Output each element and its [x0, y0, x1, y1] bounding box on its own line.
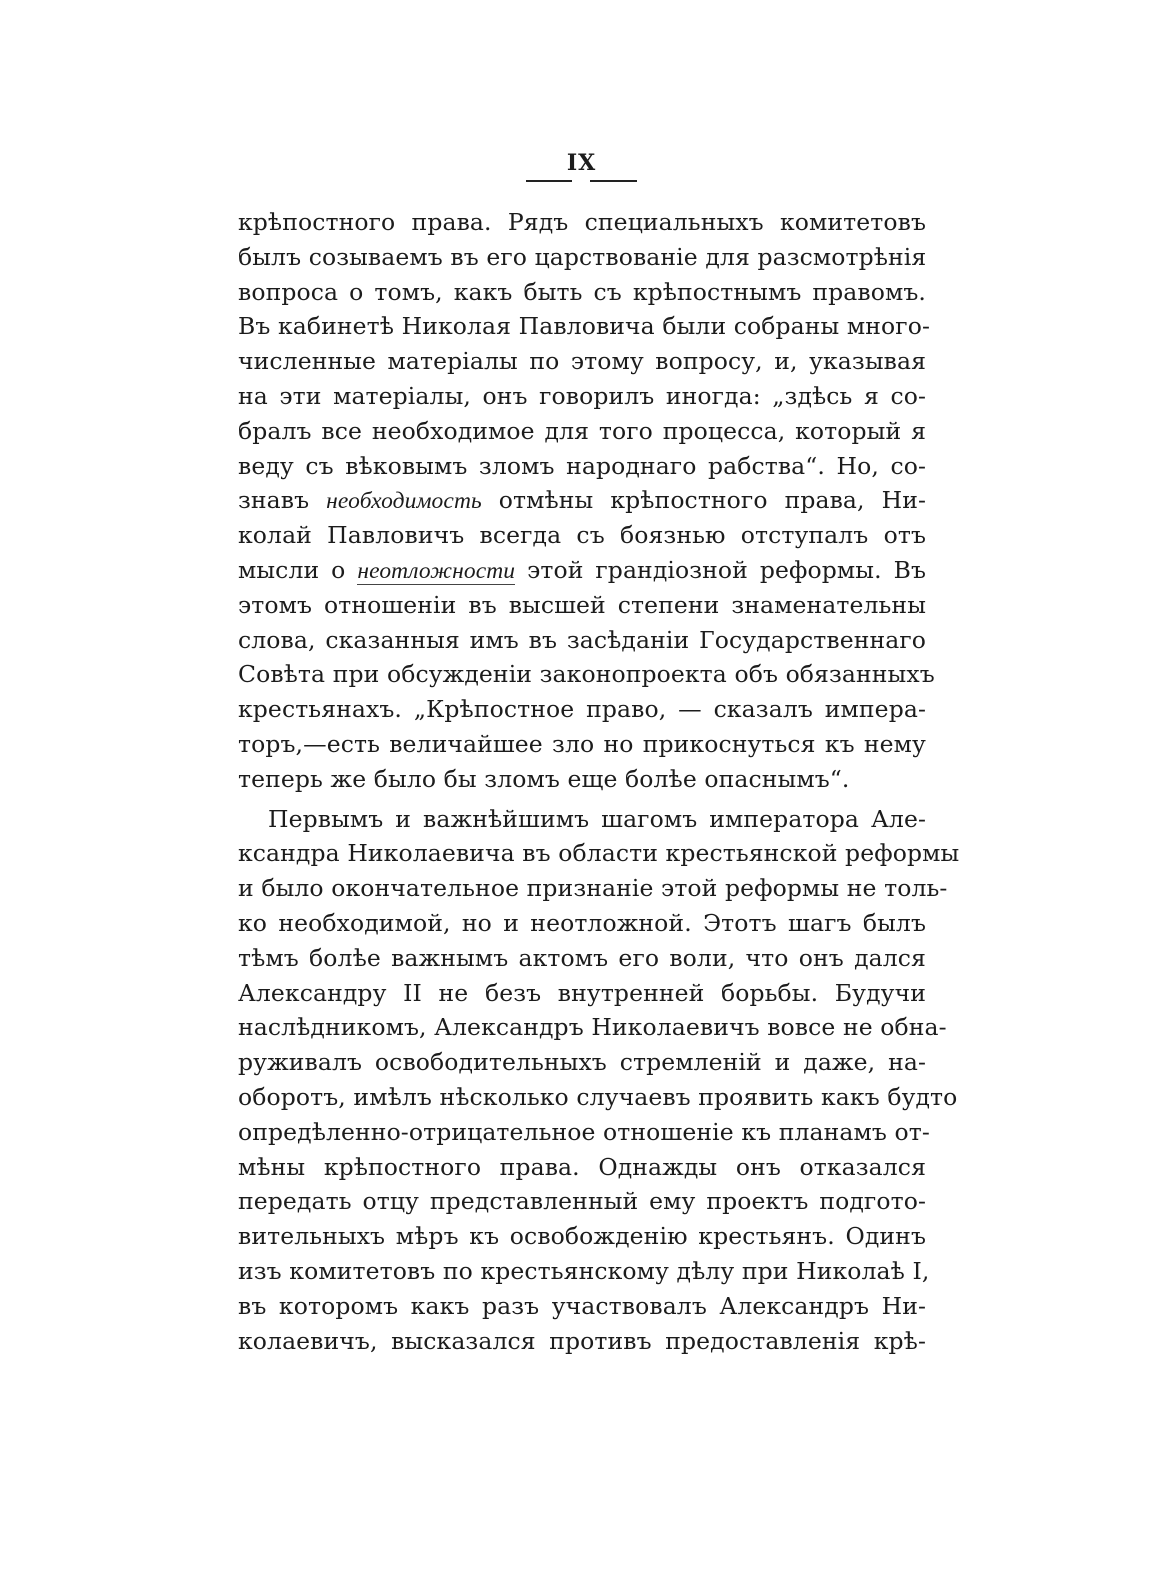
text-span: мысли о — [238, 555, 358, 584]
text-line: опредѣленно-отрицательное отношеніе къ планамъ от- — [238, 1117, 930, 1146]
text-line: торъ,—есть величайшее зло но прикоснуться къ нему — [238, 729, 926, 758]
text-line: бралъ все необходимое для того процесса, который я — [238, 416, 926, 445]
text-line: Первымъ и важнѣйшимъ шагомъ императора Але- — [268, 804, 926, 833]
text-column — [238, 205, 960, 1358]
text-line: веду съ вѣковымъ зломъ народнаго рабства“. Но, со- — [238, 451, 926, 480]
header-rule-left — [526, 180, 572, 182]
text-line: колаевичъ, высказался противъ предоставленія крѣ- — [238, 1326, 926, 1355]
italic-emphasis: неотложности — [357, 557, 516, 584]
text-span: знавъ — [238, 486, 327, 515]
text-line: теперь же было бы зломъ еще болѣе опаснымъ“. — [238, 764, 850, 793]
page-header — [0, 150, 1163, 190]
text-line: ксандра Николаевича въ области крестьянской реформы — [238, 839, 960, 868]
text-line: крѣпостного права. Рядъ специальныхъ комитетовъ — [238, 208, 926, 236]
header-rule-right — [590, 180, 637, 182]
paragraph-1 — [238, 205, 935, 797]
text-line: оборотъ, имѣлъ нѣсколько случаевъ проявить какъ будто — [238, 1082, 958, 1111]
text-line: передать отцу представленный ему проектъ подгото- — [238, 1187, 926, 1216]
text-line: Александру II не безъ внутренней борьбы. Будучи — [238, 978, 926, 1007]
text-line: Совѣта при обсужденіи законопроекта объ обязанныхъ — [238, 660, 935, 689]
text-line: изъ комитетовъ по крестьянскому дѣлу при Николаѣ I, — [238, 1256, 930, 1285]
text-line: мѣны крѣпостного права. Однажды онъ отказался — [238, 1152, 926, 1181]
text-line: численные матеріалы по этому вопросу, и, указывая — [238, 347, 926, 376]
text-span: отмѣны крѣпостного права, Ни- — [481, 486, 926, 515]
italic-emphasis: необходимость — [326, 488, 482, 515]
paragraph-2 — [238, 802, 960, 1359]
text-line: тѣмъ болѣе важнымъ актомъ его воли, что онъ дался — [238, 943, 926, 972]
text-line: былъ созываемъ въ его царствованіе для разсмотрѣнія — [238, 242, 927, 271]
text-line: этомъ отношеніи въ высшей степени знаменательны — [238, 590, 926, 619]
text-line: вительныхъ мѣръ къ освобожденію крестьянъ. Одинъ — [238, 1222, 926, 1251]
text-span: этой грандіозной реформы. Въ — [515, 555, 927, 584]
text-line: и было окончательное признаніе этой реформы не толь- — [238, 874, 948, 903]
text-line: крестьянахъ. „Крѣпостное право, — сказалъ импера- — [238, 695, 926, 724]
text-line: слова, сказанныя имъ въ засѣданіи Государственнаго — [238, 625, 926, 654]
text-line: на эти матеріалы, онъ говорилъ иногда: „здѣсь я со- — [238, 381, 926, 410]
text-line — [238, 483, 926, 518]
text-line: руживалъ освободительныхъ стремленій и даже, на- — [238, 1048, 926, 1077]
page-number: IX — [566, 150, 597, 176]
text-line: колай Павловичъ всегда съ боязнью отступалъ отъ — [238, 521, 926, 550]
text-line — [238, 553, 926, 588]
text-line: Въ кабинетѣ Николая Павловича были собраны много- — [238, 312, 931, 341]
text-line: ко необходимой, но и неотложной. Этотъ шагъ былъ — [238, 908, 926, 937]
text-line: наслѣдникомъ, Александръ Николаевичъ вовсе не обна- — [238, 1013, 947, 1042]
text-line: вопроса о томъ, какъ быть съ крѣпостнымъ правомъ. — [238, 277, 926, 306]
text-line: въ которомъ какъ разъ участвовалъ Александръ Ни- — [238, 1291, 926, 1320]
